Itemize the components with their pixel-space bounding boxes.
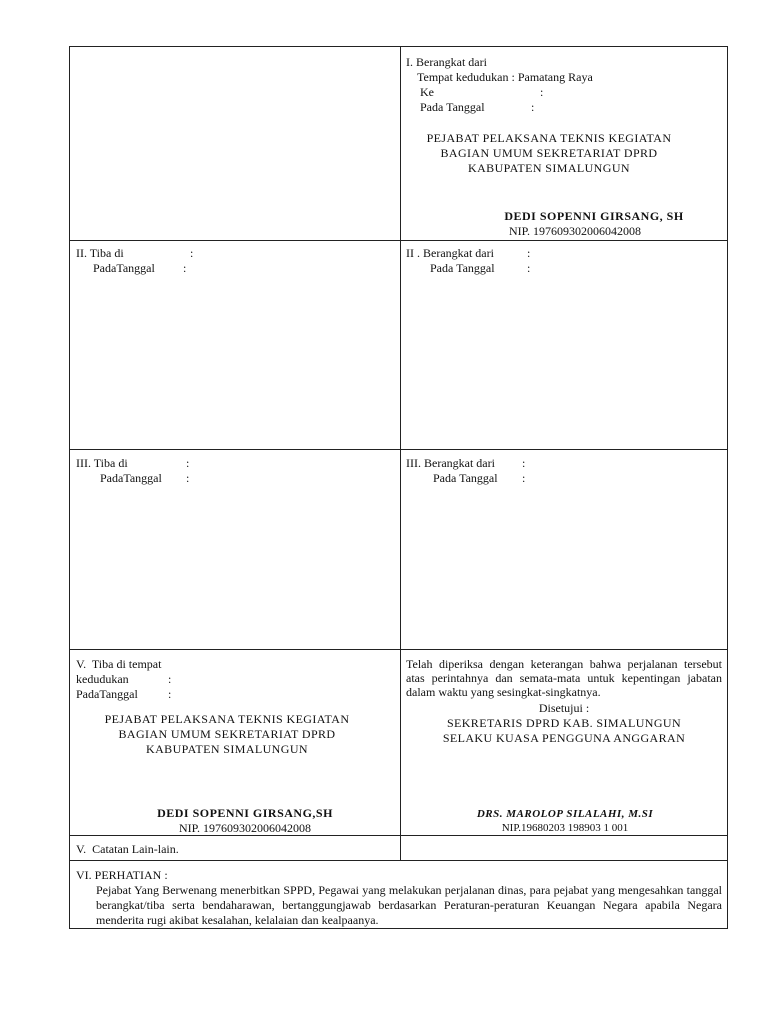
- approver-title-line: SEKRETARIS DPRD KAB. SIMALUNGUN: [446, 716, 682, 730]
- departure-date-row: [406, 471, 724, 486]
- origin-place-value: Pamatang Raya: [517, 70, 593, 84]
- arrival-date-label: PadaTanggal: [76, 687, 138, 701]
- approved-label: Disetujui :: [538, 701, 590, 715]
- departure-date-label: Pada Tanggal: [430, 261, 495, 275]
- notes-section: [76, 842, 394, 857]
- row-divider-2: [70, 449, 727, 450]
- departure-origin-section: [406, 55, 724, 176]
- departure-colon: :: [522, 456, 526, 470]
- arrival-date-row: [76, 261, 394, 276]
- row-divider-1: [70, 240, 727, 241]
- arrival-date-colon: :: [168, 687, 172, 701]
- attention-body: Pejabat Yang Berwenang menerbitkan SPPD, Pegawai yang melakukan perjalanan dinas, para pejabat yang mengesahkan tanggal berangkat/tiba serta bendaharawan, bertanggungjawab berdasarkan Peraturan-peraturan Keuangan Negara apabila Negara menderita rugi akibat kesalahan, kelalaian dan kealpaanya.: [96, 883, 722, 927]
- approver-title-line: SELAKU KUASA PENGGUNA ANGGARAN: [442, 731, 686, 745]
- official-title-2: [76, 712, 378, 757]
- destination-row: [406, 85, 724, 100]
- signature-block-2: [70, 806, 400, 836]
- row-divider-3: [70, 649, 727, 650]
- notes-label: V. Catatan Lain-lain.: [76, 842, 179, 856]
- arrival-label: III. Tiba di: [76, 456, 128, 470]
- destination-colon: :: [540, 85, 544, 99]
- arrival-row: [76, 456, 394, 471]
- departure-row: [406, 246, 724, 261]
- departure-section-3: [406, 456, 724, 486]
- home-base-row: [76, 672, 394, 687]
- attention-heading: VI. PERHATIAN :: [76, 868, 168, 882]
- column-divider-top: [400, 47, 401, 860]
- official-title-line: PEJABAT PELAKSANA TEKNIS KEGIATAN: [104, 712, 350, 726]
- arrival-colon: :: [190, 246, 194, 260]
- arrival-home-label: V. Tiba di tempat: [76, 657, 162, 671]
- verification-statement: Telah diperiksa dengan keterangan bahwa perjalanan tersebut atas perintahnya dan semata-mata untuk kepentingan jabatan dalam waktu yang sesingkat-singkatnya.: [406, 657, 722, 699]
- arrival-home-section: [76, 657, 394, 757]
- official-title-1: [406, 131, 692, 176]
- signature-block-3: [401, 807, 729, 835]
- departure-date-row: [406, 261, 724, 276]
- destination-label: Ke: [420, 85, 434, 99]
- signer-nip: NIP. 197609302006042008: [508, 224, 641, 238]
- departure-date-colon: :: [531, 100, 535, 114]
- arrival-date-row: [76, 471, 394, 486]
- arrival-row: [76, 246, 394, 261]
- signer-name: DEDI SOPENNI GIRSANG,SH: [157, 806, 333, 820]
- arrival-section-2: [76, 246, 394, 276]
- departure-heading: I. Berangkat dari: [406, 55, 487, 69]
- home-base-label: kedudukan: [76, 672, 129, 686]
- arrival-date-row: [76, 687, 394, 702]
- approver-title: [406, 716, 722, 746]
- departure-date-colon: :: [527, 261, 531, 275]
- sppd-form: [69, 46, 728, 929]
- departure-date-label: Pada Tanggal: [420, 100, 485, 114]
- signer-name: DEDI SOPENNI GIRSANG, SH: [504, 209, 684, 223]
- official-title-line: PEJABAT PELAKSANA TEKNIS KEGIATAN: [426, 131, 672, 145]
- arrival-colon: :: [186, 456, 190, 470]
- official-title-line: KABUPATEN SIMALUNGUN: [146, 742, 308, 756]
- arrival-date-colon: :: [183, 261, 187, 275]
- signer-nip: NIP.19680203 198903 1 001: [501, 822, 629, 834]
- row-divider-5: [70, 860, 727, 861]
- origin-place-row: [406, 70, 724, 85]
- verification-section: [406, 657, 722, 746]
- departure-colon: :: [527, 246, 531, 260]
- home-base-colon: :: [168, 672, 172, 686]
- departure-section-2: [406, 246, 724, 276]
- departure-row: [406, 456, 724, 471]
- arrival-label: II. Tiba di: [76, 246, 124, 260]
- arrival-date-colon: :: [186, 471, 190, 485]
- departure-label: II . Berangkat dari: [406, 246, 494, 260]
- official-title-line: BAGIAN UMUM SEKRETARIAT DPRD: [440, 146, 658, 160]
- official-title-line: KABUPATEN SIMALUNGUN: [468, 161, 630, 175]
- attention-section: [76, 868, 722, 928]
- departure-date-colon: :: [522, 471, 526, 485]
- signer-nip: NIP. 197609302006042008: [178, 821, 311, 835]
- departure-label: III. Berangkat dari: [406, 456, 495, 470]
- departure-date-row: [406, 100, 724, 115]
- signer-name: DRS. MAROLOP SILALAHI, M.SI: [476, 808, 654, 820]
- origin-place-label: Tempat kedudukan :: [417, 70, 515, 84]
- departure-date-label: Pada Tanggal: [433, 471, 498, 485]
- arrival-date-label: PadaTanggal: [93, 261, 155, 275]
- arrival-date-label: PadaTanggal: [100, 471, 162, 485]
- signature-block-1: [401, 209, 729, 239]
- official-title-line: BAGIAN UMUM SEKRETARIAT DPRD: [118, 727, 336, 741]
- arrival-section-3: [76, 456, 394, 486]
